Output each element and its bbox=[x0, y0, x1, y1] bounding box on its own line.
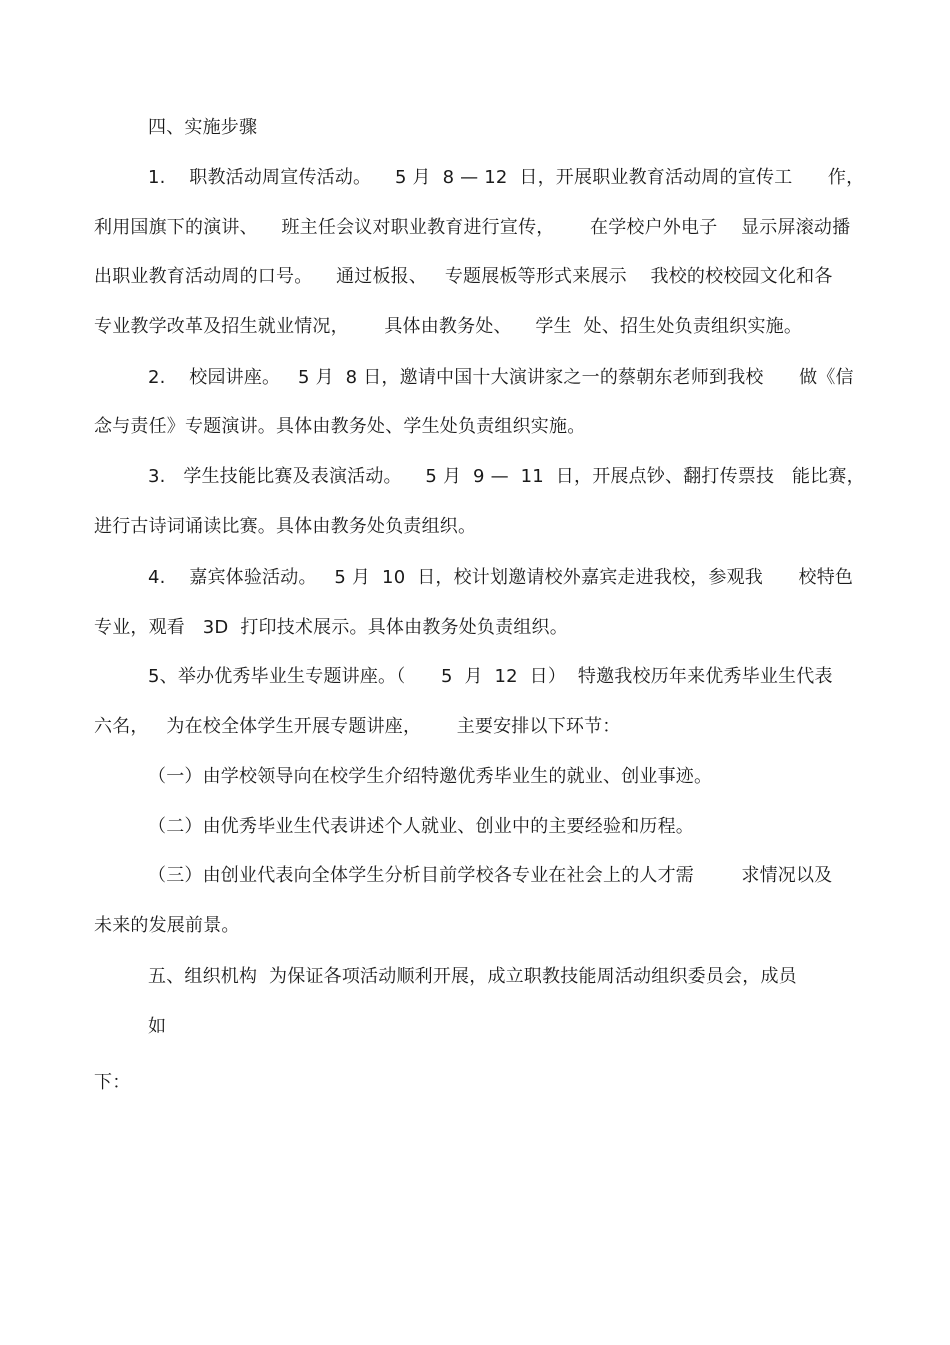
paragraph-line: 下： bbox=[94, 1072, 131, 1093]
paragraph-line: 4. 嘉宾体验活动。 5 月 10 日，校计划邀请校外嘉宾走进我校，参观我 校特色 bbox=[148, 567, 854, 588]
paragraph-line: 1. 职教活动周宣传活动。 5 月 8 — 12 日，开展职业教育活动周的宣传工 作， bbox=[148, 167, 865, 188]
list-item-line: （二）由优秀毕业生代表讲述个人就业、创业中的主要经验和历程。 bbox=[148, 816, 694, 837]
paragraph-line: 利用国旗下的演讲、 班主任会议对职业教育进行宣传， 在学校户外电子 显示屏滚动播 bbox=[94, 217, 851, 238]
list-item-line: （一）由学校领导向在校学生介绍特邀优秀毕业生的就业、创业事迹。 bbox=[148, 766, 713, 787]
paragraph-line: 如 bbox=[148, 1016, 167, 1037]
section-heading-organization: 五、组织机构 为保证各项活动顺利开展，成立职教技能周活动组织委员会，成员 bbox=[148, 966, 797, 987]
paragraph-line: 2. 校园讲座。 5 月 8 日，邀请中国十大演讲家之一的蔡朝东老师到我校 做《信 bbox=[148, 367, 854, 388]
paragraph-line: 进行古诗词诵读比赛。具体由教务处负责组织。 bbox=[94, 516, 477, 537]
list-item-line: （三）由创业代表向全体学生分析目前学校各专业在社会上的人才需 求情况以及 bbox=[148, 865, 833, 886]
section-heading-implementation-steps: 四、实施步骤 bbox=[148, 117, 258, 138]
paragraph-line: 未来的发展前景。 bbox=[94, 915, 240, 936]
paragraph-line: 5、举办优秀毕业生专题讲座。（ 5 月 12 日） 特邀我校历年来优秀毕业生代表 bbox=[148, 666, 833, 687]
paragraph-line: 念与责任》专题演讲。具体由教务处、学生处负责组织实施。 bbox=[94, 416, 586, 437]
paragraph-line: 专业，观看 3D 打印技术展示。具体由教务处负责组织。 bbox=[94, 617, 568, 638]
paragraph-line: 出职业教育活动周的口号。 通过板报、 专题展板等形式来展示 我校的校校园文化和各 bbox=[94, 266, 833, 287]
paragraph-line: 专业教学改革及招生就业情况， 具体由教务处、 学生 处、招生处负责组织实施。 bbox=[94, 316, 803, 337]
paragraph-line: 六名， 为在校全体学生开展专题讲座， 主要安排以下环节： bbox=[94, 716, 621, 737]
paragraph-line: 3. 学生技能比赛及表演活动。 5 月 9 — 11 日，开展点钞、翻打传票技 能比赛， bbox=[148, 466, 865, 487]
